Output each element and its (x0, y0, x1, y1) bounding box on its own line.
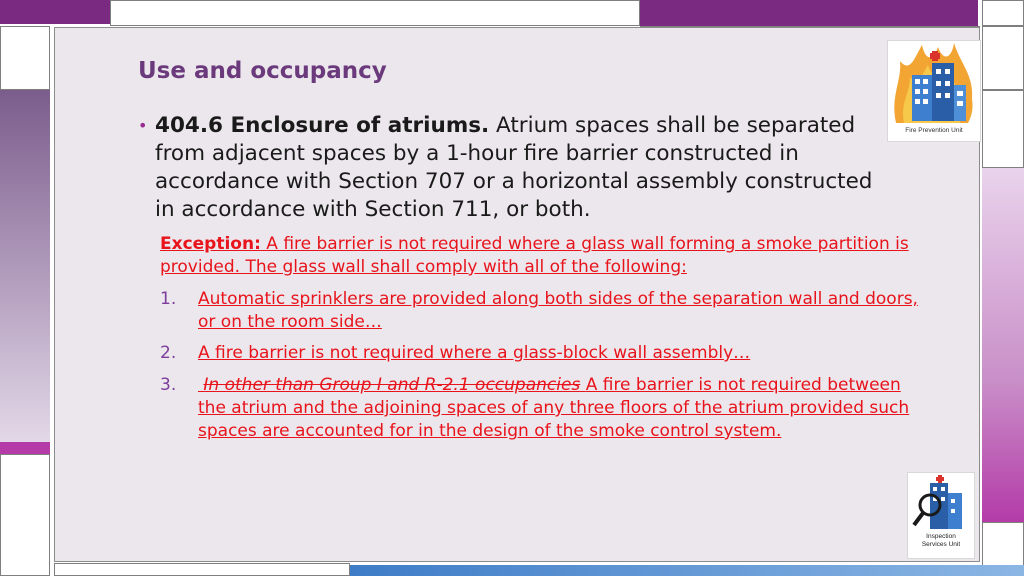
inspection-label-line1: Inspection (926, 533, 956, 540)
fire-prevention-label: Fire Prevention Unit (905, 127, 963, 134)
left-gradient-bar (0, 90, 50, 442)
bottom-blue-bar (350, 565, 1024, 576)
list-item-number: 2. (160, 343, 177, 363)
left-magenta-strip (0, 442, 50, 454)
fire-prevention-logo (887, 40, 981, 142)
right-lilac-bar (982, 168, 1024, 522)
top-far-right-cell (982, 0, 1024, 26)
main-bullet (138, 112, 898, 224)
inspection-building-icon (908, 473, 974, 531)
list-item-text: Automatic sprinklers are provided along both sides of the separation wall and doors, or on the room side… (198, 289, 918, 332)
section-text: Atrium spaces shall be separated from adjacent spaces by a 1-hour fire barrier constructed in accordance with Section 707 or a horizontal assembly constructed in accordance with Section 711, or both. (155, 113, 873, 222)
bottom-left-cell (54, 563, 350, 576)
exception-label: Exception: (160, 234, 261, 254)
struck-text: In other than Group I and R-2.1 occupancies (203, 375, 581, 395)
exception-text: A fire barrier is not required where a glass wall forming a smoke partition is provided. The glass wall shall comply with all of the following: (160, 234, 909, 277)
top-right-purple-bar (640, 0, 978, 26)
list-item (160, 288, 920, 334)
inspection-services-logo (907, 472, 975, 559)
inspection-label (908, 533, 974, 549)
list-item (160, 342, 920, 365)
list-item-number: 3. (160, 375, 177, 395)
bullet-paragraph (155, 112, 898, 224)
right-white-cell-1 (982, 26, 1024, 90)
right-white-cell-2 (982, 90, 1024, 168)
list-item-text: A fire barrier is not required where a glass-block wall assembly… (198, 343, 751, 363)
list-item (160, 374, 920, 443)
exception-paragraph (160, 233, 940, 279)
inspection-label-line2: Services Unit (921, 541, 961, 548)
left-bottom-cell (0, 454, 50, 576)
list-item-text: A fire barrier is not required between the atrium and the adjoining spaces of any three floors of the atrium provided such spaces are accounted for in the design of the smoke control system. (198, 375, 910, 441)
top-left-purple-bar (0, 0, 110, 24)
top-center-white-cell (110, 0, 640, 26)
slide-title: Use and occupancy (138, 58, 387, 84)
list-item-text-wrap (198, 374, 920, 443)
section-heading: 404.6 Enclosure of atriums. (155, 113, 490, 138)
bullet-icon: • (138, 116, 148, 135)
left-white-cell (0, 26, 50, 90)
fire-building-icon (888, 41, 980, 127)
list-item-number: 1. (160, 289, 177, 309)
